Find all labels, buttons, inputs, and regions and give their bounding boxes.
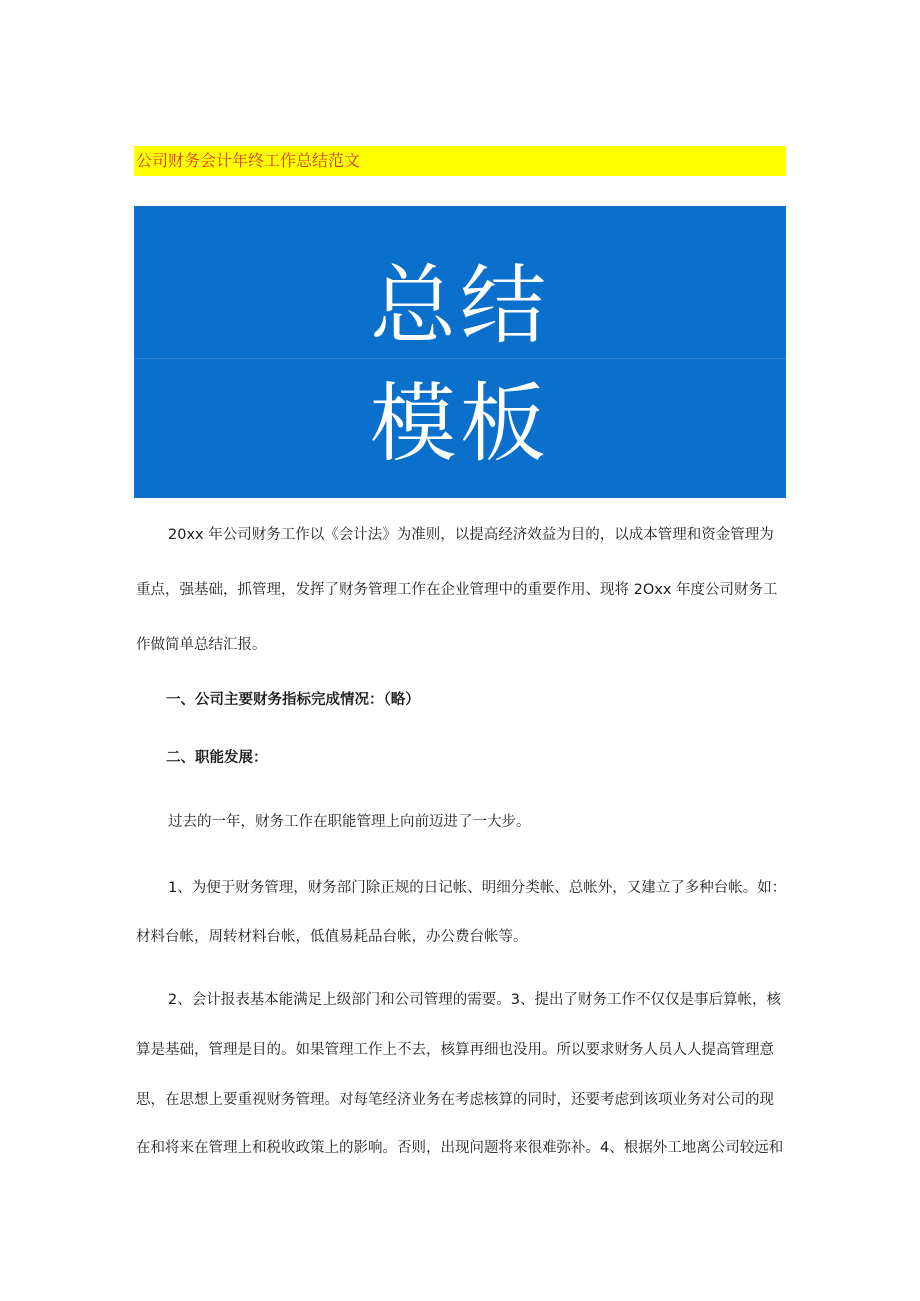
banner-divider [134, 358, 786, 359]
past-year-line: 过去的一年，财务工作在职能管理上向前迈进了一大步。 [168, 814, 531, 830]
item-1-line-1: 1、为便于财务管理，财务部门除正规的日记帐、明细分类帐、总帐外，又建立了多种台帐。如： [168, 880, 787, 896]
document-title: 公司财务会计年终工作总结范文 [136, 151, 361, 170]
item-1-line-2: 材料台帐，周转材料台帐，低值易耗品台帐，办公费台帐等。 [136, 929, 528, 945]
summary-template-banner [134, 206, 786, 498]
banner-text-line2: 模板 [370, 374, 550, 474]
banner-text-line1: 总结 [370, 256, 550, 356]
intro-line-2: 重点，强基础，抓管理，发挥了财务管理工作在企业管理中的重要作用、现将 2Oxx 年度公司财务工 [136, 582, 778, 598]
title-highlight-bar [134, 146, 786, 176]
section-heading-2: 二、职能发展： [166, 750, 268, 766]
intro-line-3: 作做简单总结汇报。 [136, 637, 267, 653]
item-2-line-2: 算是基础，管理是目的。如果管理工作上不去，核算再细也没用。所以要求财务人员人人提高管理意 [136, 1042, 774, 1058]
section-heading-1: 一、公司主要财务指标完成情况：（略） [166, 692, 420, 708]
item-2-line-1: 2、会计报表基本能满足上级部门和公司管理的需要。3、提出了财务工作不仅仅是事后算帐，核 [168, 992, 781, 1008]
intro-line-1: 20xx 年公司财务工作以《会计法》为准则，以提高经济效益为目的，以成本管理和资金管理为 [168, 527, 774, 543]
item-2-line-4: 在和将来在管理上和税收政策上的影响。否则，出现问题将来很难弥补。4、根据外工地离公司较远和 [136, 1140, 784, 1156]
item-2-line-3: 思，在思想上要重视财务管理。对每笔经济业务在考虑核算的同时，还要考虑到该项业务对公司的现 [136, 1092, 774, 1108]
